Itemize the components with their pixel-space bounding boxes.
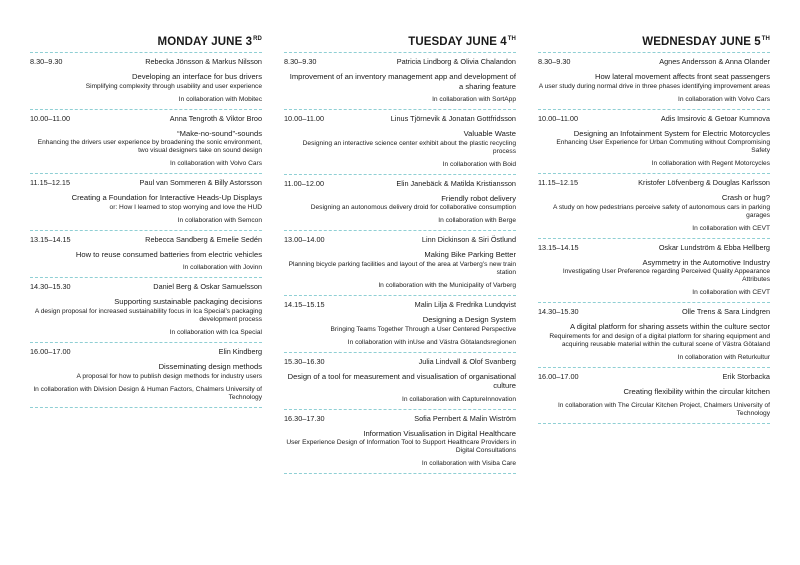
session-body	[538, 72, 770, 104]
session-subtitle: Enhancing the drivers user experience by broadening the sonic environment, two visual designers take on sound design	[37, 139, 262, 155]
session-collaboration: In collaboration with Boid	[442, 160, 516, 168]
session-body	[284, 129, 516, 169]
session-body	[284, 372, 516, 404]
session-item	[30, 109, 262, 174]
session-item	[30, 342, 262, 407]
session-collaboration: In collaboration with Regent Motorcycles	[651, 160, 770, 168]
session-body	[30, 72, 262, 104]
session-title: Making Bike Parking Better	[424, 250, 516, 260]
session-collaboration: In collaboration with Division Design & Human Factors, Chalmers University of Technology	[33, 385, 262, 401]
session-subtitle: A design proposal for increased sustainability focus in Ica Special’s packaging development process	[34, 307, 262, 323]
session-collaboration: In collaboration with Jovinn	[182, 264, 262, 272]
session-item	[284, 230, 516, 295]
session-item	[30, 52, 262, 109]
session-body	[30, 362, 262, 402]
session-body	[284, 250, 516, 290]
session-item	[284, 295, 516, 352]
session-time: 13.15–14.15	[30, 234, 71, 244]
session-collaboration: In collaboration with inUse and Västra Götalandsregionen	[347, 338, 516, 346]
session-header	[538, 177, 770, 188]
session-presenters: Sofia Pernbert & Malin Wiström	[414, 413, 516, 423]
session-collaboration: In collaboration with SortApp	[432, 96, 516, 104]
session-presenters: Anna Tengroth & Viktor Broo	[169, 113, 262, 123]
session-collaboration: In collaboration with Semcon	[177, 216, 262, 224]
session-title: Creating a Foundation for Interactive Heads-Up Displays	[71, 193, 262, 203]
session-header	[538, 56, 770, 67]
session-subtitle: Designing an interactive science center exhibit about the plastic recycling process	[302, 139, 516, 155]
column-bottom-rule	[30, 407, 262, 408]
session-header	[30, 234, 262, 245]
session-presenters: Olle Trens & Sara Lindgren	[681, 307, 770, 317]
session-time: 14.30–15.30	[538, 307, 579, 317]
session-body	[30, 250, 262, 273]
session-time: 14.30–15.30	[30, 282, 71, 292]
session-body	[538, 258, 770, 298]
session-presenters: Agnes Andersson & Anna Olander	[659, 57, 770, 66]
session-time: 13.15–14.15	[538, 242, 579, 252]
session-header	[284, 56, 516, 67]
session-collaboration: In collaboration with Berge	[438, 217, 516, 225]
session-header	[284, 413, 516, 424]
session-item	[538, 367, 770, 423]
session-collaboration: In collaboration with Volvo Cars	[170, 160, 262, 168]
session-item	[30, 277, 262, 342]
session-subtitle: Designing an autonomous delivery droid for collaborative consumption	[310, 204, 516, 212]
column-bottom-rule	[284, 473, 516, 474]
session-collaboration: In collaboration with Mobitec	[178, 95, 262, 103]
day-title: TUESDAY JUNE 4TH	[408, 36, 516, 48]
session-subtitle: or: How I learned to stop worrying and love the HUD	[109, 203, 262, 211]
session-body	[284, 72, 516, 104]
session-time: 10.00–11.00	[284, 114, 325, 124]
session-collaboration: In collaboration with The Circular Kitchen Project, Chalmers University of Technology	[557, 401, 770, 417]
session-subtitle: Planning bicycle parking facilities and layout of the area at Varberg’s new train station	[288, 260, 516, 276]
session-collaboration: In collaboration with CEVT	[692, 289, 770, 297]
session-item	[30, 230, 262, 278]
session-time: 8.30–9.30	[284, 57, 317, 66]
session-presenters: Oskar Lundström & Ebba Hellberg	[658, 242, 770, 252]
session-item	[284, 174, 516, 231]
session-time: 10.00–11.00	[30, 113, 71, 123]
session-presenters: Rebecca Sandberg & Emelie Sedén	[145, 234, 262, 244]
session-item	[30, 173, 262, 230]
session-collaboration: In collaboration with the Municipality of Varberg	[378, 281, 516, 289]
session-item	[538, 173, 770, 238]
session-presenters: Rebecka Jönsson & Markus Nilsson	[145, 57, 262, 66]
session-subtitle: Requirements for and design of a digital platform for sharing equipment and acquiring reusable material within the cultural scene of Västra Götaland	[549, 332, 770, 348]
session-presenters: Elin Kindberg	[218, 346, 262, 356]
session-presenters: Julia Lindvall & Olof Svanberg	[418, 356, 516, 366]
session-title: How to reuse consumed batteries from electric vehicles	[75, 249, 262, 259]
session-body	[30, 193, 262, 225]
session-item	[284, 352, 516, 409]
session-time: 15.30–16.30	[284, 356, 325, 366]
session-header	[284, 234, 516, 245]
session-header	[284, 356, 516, 367]
session-body	[538, 387, 770, 418]
session-presenters: Paul van Sommeren & Billy Astorsson	[139, 178, 262, 188]
session-presenters: Adis Imsirovic & Getoar Kumnova	[660, 113, 770, 123]
session-item	[538, 302, 770, 367]
session-title: Crash or hug?	[721, 193, 770, 203]
day-title: MONDAY JUNE 3RD	[157, 36, 262, 48]
session-subtitle: A proposal for how to publish design methods for industry users	[76, 372, 262, 380]
session-body	[284, 315, 516, 347]
session-time: 16.00–17.00	[30, 346, 71, 356]
session-time: 16.30–17.30	[284, 413, 325, 423]
session-body	[538, 193, 770, 233]
session-presenters: Patricia Lindborg & Olivia Chalandon	[396, 57, 516, 66]
session-title: “Make-no-sound”-sounds	[177, 128, 262, 138]
session-presenters: Linn Dickinson & Siri Östlund	[421, 235, 516, 245]
session-header	[538, 371, 770, 382]
session-title: Designing an Infotainment System for Electric Motorcycles	[573, 128, 770, 138]
day-column-monday	[30, 26, 262, 408]
session-header	[284, 113, 516, 124]
session-presenters: Erik Storbacka	[722, 371, 770, 381]
session-title: Valuable Waste	[463, 129, 516, 139]
session-item	[538, 238, 770, 303]
session-presenters: Daniel Berg & Oskar Samuelsson	[153, 282, 262, 292]
session-title: Creating flexibility within the circular kitchen	[623, 386, 770, 396]
session-time: 11.15–12.15	[538, 178, 579, 188]
session-subtitle: A user study during normal drive in three phases identifying improvement areas	[538, 82, 770, 90]
session-body	[30, 129, 262, 169]
session-header	[538, 113, 770, 124]
day-title: WEDNESDAY JUNE 5TH	[642, 36, 770, 48]
session-body	[538, 129, 770, 169]
session-header	[30, 56, 262, 67]
session-subtitle: User Experience Design of Information Tool to Support Healthcare Providers in Digital Consultations	[286, 439, 516, 455]
session-body	[538, 322, 770, 362]
session-time: 8.30–9.30	[30, 57, 63, 66]
session-item	[284, 409, 516, 474]
session-title: Asymmetry in the Automotive Industry	[642, 257, 770, 267]
session-title: Information Visualisation in Digital Healthcare	[363, 428, 516, 438]
session-presenters: Elin Janebäck & Matilda Kristiansson	[396, 178, 516, 188]
day-column-tuesday	[284, 26, 516, 474]
session-time: 8.30–9.30	[538, 57, 571, 66]
session-presenters: Kristofer Löfvenberg & Douglas Karlsson	[638, 178, 770, 188]
session-time: 10.00–11.00	[538, 113, 579, 123]
session-time: 14.15–15.15	[284, 299, 325, 309]
session-item	[284, 52, 516, 109]
session-collaboration: In collaboration with Returkultur	[677, 353, 770, 361]
session-item	[538, 52, 770, 109]
session-header	[538, 306, 770, 317]
session-header	[30, 113, 262, 124]
session-title: Supporting sustainable packaging decisions	[114, 297, 262, 307]
session-time: 16.00–17.00	[538, 371, 579, 381]
session-body	[284, 194, 516, 226]
session-header	[30, 346, 262, 357]
session-collaboration: In collaboration with Ica Special	[169, 328, 262, 336]
session-subtitle: Bringing Teams Together Through a User Centered Perspective	[330, 325, 516, 333]
session-title: Designing a Design System	[422, 314, 516, 324]
session-item	[284, 109, 516, 174]
day-column-wednesday	[538, 26, 770, 424]
session-title: Developing an interface for bus drivers	[131, 72, 262, 81]
session-item	[538, 109, 770, 174]
session-collaboration: In collaboration with Volvo Cars	[678, 95, 770, 103]
session-header	[538, 242, 770, 253]
session-collaboration: In collaboration with Visiba Care	[421, 460, 516, 468]
session-title: Design of a tool for measurement and visualisation of organisational culture	[287, 371, 516, 391]
session-subtitle: Enhancing User Experience for Urban Commuting without Compromising Safety	[556, 139, 770, 155]
session-time: 13.00–14.00	[284, 235, 325, 245]
session-title: Disseminating design methods	[158, 361, 262, 371]
session-header	[284, 299, 516, 310]
session-title: Friendly robot delivery	[441, 193, 516, 203]
session-time: 11.15–12.15	[30, 178, 71, 188]
column-bottom-rule	[538, 423, 770, 424]
session-header	[284, 178, 516, 189]
session-subtitle: Investigating User Preference regarding Perceived Quality Appearance Attributes	[562, 268, 770, 284]
session-title: Improvement of an inventory management app and development of a sharing feature	[289, 72, 516, 91]
session-title: How lateral movement affects front seat passengers	[594, 72, 770, 81]
session-header	[30, 281, 262, 292]
session-presenters: Malin Lilja & Fredrika Lundqvist	[414, 299, 516, 309]
session-title: A digital platform for sharing assets within the culture sector	[569, 322, 770, 332]
session-collaboration: In collaboration with CaptureInnovation	[402, 395, 516, 403]
session-subtitle: A study on how pedestrians perceive safety of autonomous cars in parking garages	[553, 203, 770, 219]
session-header	[30, 177, 262, 188]
session-time: 11.00–12.00	[284, 178, 325, 188]
session-body	[284, 429, 516, 469]
session-body	[30, 297, 262, 337]
session-subtitle: Simplifying complexity through usability and user experience	[85, 82, 262, 90]
session-collaboration: In collaboration with CEVT	[692, 224, 770, 232]
session-presenters: Linus Tjörnevik & Jonatan Gottfridsson	[390, 114, 516, 124]
